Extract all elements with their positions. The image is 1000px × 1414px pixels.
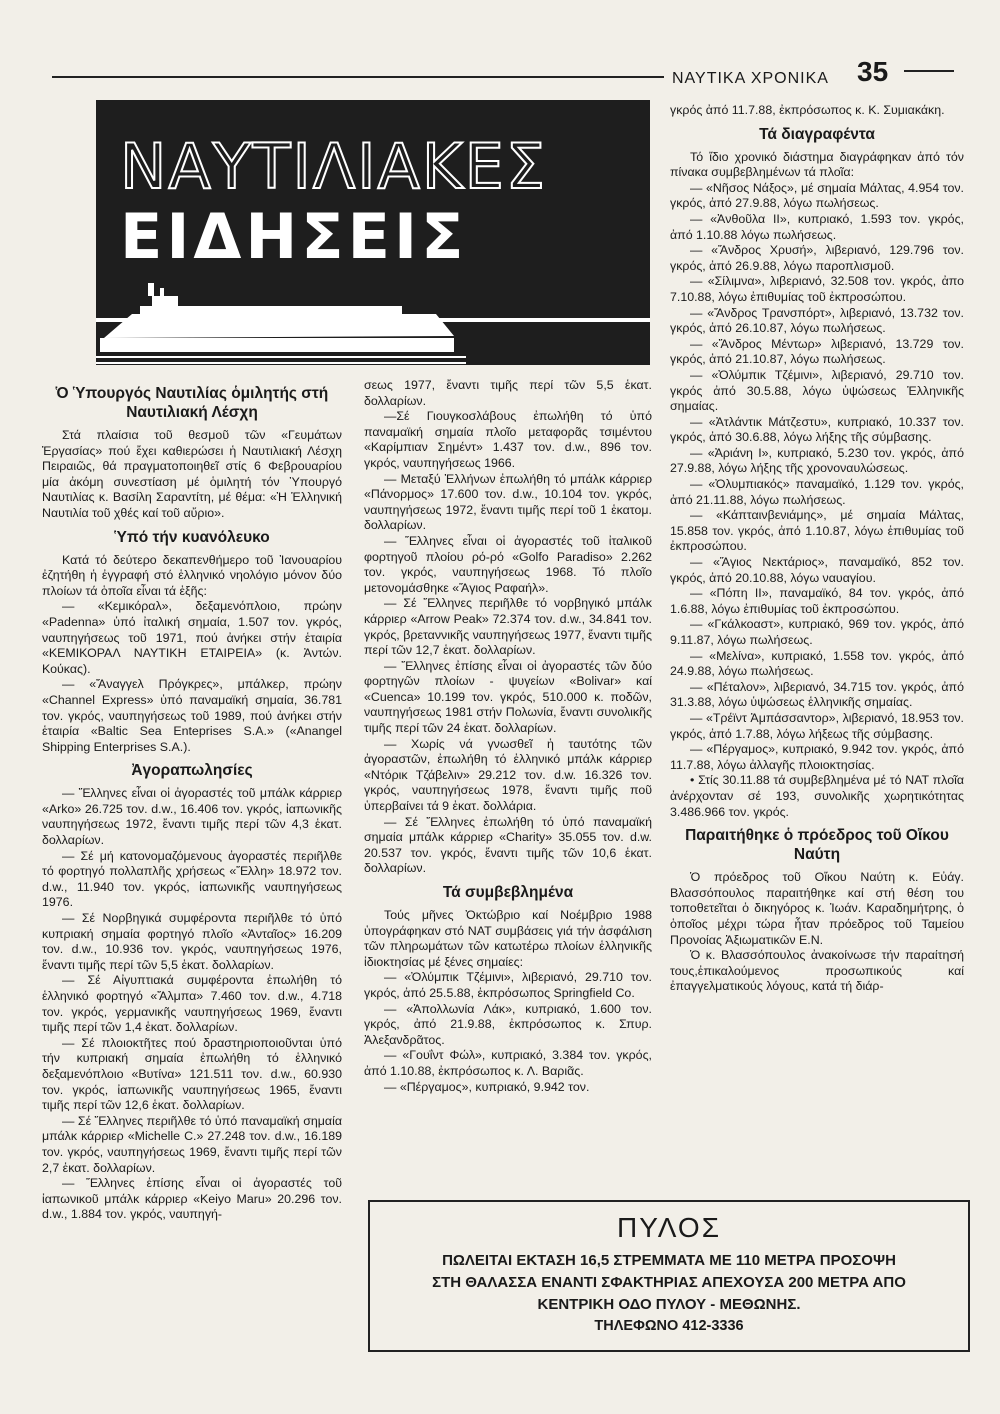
article-paragraph: —Σέ Γιουγκοσλάβους ἐπωλήθη τό ὑπό παναμαϊκή σημαία πλοῖο μεταφορᾶς τσιμέντου «Καρίμπιαν Σημέντ» 1.437 τον. d.w., 896 τον. γκρός, ναυπηγήσεως 1966. bbox=[364, 409, 652, 470]
article-paragraph: Στά πλαίσια τοῦ θεσμοῦ τῶν «Γευμάτων Ἐργασίας» πού ἔχει καθιερώσει ἡ Ναυτιλιακή Λέσχη Πειραιῶς, θά πραγματοποιηθεῖ στίς 6 Φεβρουαρίου μία ἀκόμη συνεστίαση μέ ὁμιλητή τόν Ὑπουργό Ναυτιλίας κ. Βασίλη Σαραντίτη, μέ θέμα: «Ἡ Ἑλληνική Ναυτιλία τοῦ χθές καί τοῦ αὔριο». bbox=[42, 428, 342, 520]
article-heading: Ὁ Ὑπουργός Ναυτιλίας ὁμιλητής στή Ναυτιλιακή Λέσχη bbox=[55, 385, 329, 421]
column-1 bbox=[42, 378, 342, 1223]
article-paragraph: — Μεταξύ Ἑλλήνων ἐπωλήθη τό μπάλκ κάρριερ «Πάνορμος» 17.600 τον. d.w., 10.104 τον. γκρός, ναυπηγήσεως 1972, ἔναντι τιμῆς περί τοῦ 1 ἑκατομ. δολλαρίων. bbox=[364, 471, 652, 533]
article-heading: Παραιτήθηκε ὁ πρόεδρος τοῦ Οἴκου Ναύτη bbox=[685, 827, 949, 864]
classified-ad-box bbox=[368, 1200, 970, 1352]
article-paragraph: σεως 1977, ἔναντι τιμῆς περί τῶν 5,5 ἑκατ. δολλαρίων. bbox=[364, 378, 652, 408]
article-paragraph: — «Ὀλυμπιακός» παναμαϊκό, 1.129 τον. γκρός, ἀπό 21.11.88, λόγω πωλήσεως. bbox=[670, 477, 964, 507]
article-heading: Ὑπό τήν κυανόλευκο bbox=[114, 528, 270, 546]
ad-title: ΠΥΛΟΣ bbox=[616, 1212, 722, 1243]
article-paragraph: — Σέ Ἕλληνες ἐπωλήθη τό ὑπό παναμαϊκή σημαία μπάλκ κάρριερ «Charity» 35.055 τον. d.w. 20.537 τον. γκρός, ἔναντι τιμῆς τῶν 10,6 ἑκατ. δολλαρίων. bbox=[364, 814, 652, 876]
article-paragraph: — Ἕλληνες ἐπίσης εἶναι οἱ ἀγοραστές τοῦ ἰαπωνικοῦ μπάλκ κάρριερ «Keiyo Maru» 20.296 τον. d.w., 1.884 τον. γκρός, ναυπηγή- bbox=[42, 1176, 342, 1222]
header-rule-right bbox=[904, 70, 954, 72]
article-paragraph: — Χωρίς νά γνωσθεῖ ἡ ταυτότης τῶν ἀγοραστῶν, ἐπωλήθη τό ἑλληνικό μπάλκ κάρριερ «Ντόρικ Τζάβελιν» 29.212 τον. d.w. 16.326 τον. γκρός, ναυπηγήσεως 1978, ἔναντι τιμῆς ποῦ ὑπερβαίνει τά 9 ἑκατ. δολλάρια. bbox=[364, 736, 652, 814]
article-paragraph: — «Ἀτλάντικ Μάτζεστυ», κυπριακό, 10.337 τον. γκρός, ἀπό 30.6.88, λόγω λήξης τῆς σύμβασης. bbox=[670, 414, 964, 445]
masthead-title-line1: ΝΑΥΤΙΛΙΑΚΕΣ bbox=[120, 130, 547, 203]
article-paragraph: — Σέ πλοιοκτῆτες πού δραστηριοποιοῦνται ὑπό τήν κυπριακή σημαία ἐπωλήθη τό ἑλληνικό δεξαμενόπλοιο «Βυτίνα» 121.511 τον. d.w., 60.930 τον. γκρός, ἰαπωνικῆς ναυπηγήσεως 1965, ἔναντι τιμῆς περί τῶν 12,6 ἑκατ. δολλαρίων. bbox=[42, 1035, 342, 1113]
article-paragraph: — «Ἀπολλωνία Λάκ», κυπριακό, 1.600 τον. γκρός, ἀπό 21.9.88, ἐκπρόσωπος κ. Σπυρ. Ἀλεξανδρᾶτος. bbox=[364, 1001, 652, 1047]
article-paragraph: — «Ἀνθοῦλα ΙΙ», κυπριακό, 1.593 τον. γκρός, ἀπό 1.10.88 λόγω πωλήσεως. bbox=[670, 211, 964, 242]
article-paragraph: — «Ἀριάνη Ι», κυπριακό, 5.230 τον. γκρός, ἀπό 27.9.88, λόγω λήξης τῆς χρονοναυλώσεως. bbox=[670, 445, 964, 476]
article-paragraph: Τό ἴδιο χρονικό διάστημα διαγράφηκαν ἀπό τόν πίνακα συμβεβλημένων τά πλοῖα: bbox=[670, 149, 964, 180]
article-paragraph: — «Νῆσος Νάξος», μέ σημαία Μάλτας, 4.954 τον. γκρός, ἀπό 27.9.88, λόγω πωλήσεως. bbox=[670, 180, 964, 211]
article-paragraph: — «Πέργαμος», κυπριακό, 9.942 τον. bbox=[384, 1079, 590, 1094]
article-heading: Τά συμβεβλημένα bbox=[442, 884, 574, 901]
column-3 bbox=[670, 103, 964, 995]
article-paragraph: • Στίς 30.11.88 τά συμβεβλημένα μέ τό ΝΑΤ πλοῖα ἀνέρχονταν σέ 193, συνολικῆς χωρητικότητας 3.486.966 τον. γκρός. bbox=[670, 773, 964, 819]
article-paragraph: — Ἕλληνες εἶναι οἱ ἀγοραστές τοῦ μπάλκ κάρριερ «Arko» 26.725 τον. d.w., 16.406 τον. γκρός, ἰαπωνικῆς ναυπηγήσεως 1972, ἔναντι τιμῆς περί τῶν 4,3 ἑκατ. δολλαρίων. bbox=[42, 786, 342, 848]
article-paragraph: — «Σίλιμνα», λιβεριανό, 32.508 τον. γκρός, ἀπο 7.10.88, λόγω ἐπιθυμίας τοῦ ἐκπροσώπου. bbox=[670, 274, 964, 304]
column-2 bbox=[364, 378, 652, 1095]
masthead-title-line2: ΕΙΔΗΣΕΙΣ bbox=[120, 200, 468, 273]
article-paragraph: Τούς μῆνες Ὀκτώβριο καί Νοέμβριο 1988 ὑπογράφηκαν στό ΝΑΤ συμβάσεις γιά τήν ἀσφάλιση τῶν πληρωμάτων τῶν κατωτέρω πλοίων ἑλληνικῆς ἰδιοκτησίας μέ ξένες σημαίες: bbox=[364, 908, 652, 969]
ship-illustration bbox=[96, 100, 650, 365]
article-paragraph: γκρός ἀπό 11.7.88, ἐκπρόσωπος κ. Κ. Συμιακάκη. bbox=[670, 103, 945, 117]
article-paragraph: — «Ἅγιος Νεκτάριος», παναμαϊκό, 852 τον. γκρός, ἀπό 20.10.88, λόγω ναυαγίου. bbox=[670, 555, 964, 585]
ad-body bbox=[370, 1250, 968, 1316]
article-paragraph: — «Πόπη ΙΙ», παναμαϊκό, 84 τον. γκρός, ἀπό 1.6.88, λόγω ἐπιθυμίας τοῦ ἐκπροσώπου. bbox=[670, 586, 964, 616]
section-masthead bbox=[96, 100, 650, 365]
article-paragraph: — Σέ Ἕλληνες περιῆλθε τό νορβηγικό μπάλκ κάρριερ «Arrow Peak» 72.374 τον. d.w., 34.841 τον. γκρός, βρεταννικῆς ναυπηγήσεως 1977, ἔναντι τιμῆς περί τῶν 12,7 ἑκατ. δολλαρίων. bbox=[364, 596, 652, 658]
article-paragraph: Ὁ πρόεδρος τοῦ Οἴκου Ναύτη κ. Εὐάγ. Βλασσόπουλος παραιτήθηκε καί στή θέση του τοποθετεῖται ὁ δικηγόρος κ. Ἰωάν. Καραδημήτρης, ὁ ὁποῖος μέχρι τώρα ἦταν πρόεδρος τοῦ Ταμείου Προνοίας Ἀξιωματικῶν Ε.Ν. bbox=[670, 870, 964, 947]
article-paragraph: — Σέ Αἰγυπτιακά συμφέροντα ἐπωλήθη τό ἑλληνικό φορτηγό «Ἄλμπα» 7.460 τον. d.w., 4.718 τον. γκρός, γερμανικῆς ναυπηγήσεως 1969, ἔναντι τιμῆς περί τῶν 1,4 ἑκατ. δολλαρίων. bbox=[42, 973, 342, 1035]
article-paragraph: — «Μελίνα», κυπριακό, 1.558 τον. γκρός, ἀπό 24.9.88, λόγω πωλήσεως. bbox=[670, 648, 964, 679]
ad-line: ΣΤΗ ΘΑΛΑΣΣΑ ΕΝΑΝΤΙ ΣΦΑΚΤΗΡΙΑΣ ΑΠΕΧΟΥΣΑ 200 ΜΕΤΡΑ ΑΠΟ bbox=[432, 1274, 906, 1291]
article-paragraph: — «Γουΐντ Φώλ», κυπριακό, 3.384 τον. γκρός, ἀπό 1.10.88, ἐκπρόσωπος κ. Λ. Βαριᾶς. bbox=[364, 1048, 652, 1078]
article-paragraph: — Σέ Νορβηγικά συμφέροντα περιῆλθε τό ὑπό κυπριακή σημαία φορτηγό πλοῖο «Ἀνταῖος» 16.209 τον. d.w., 10.936 τον. γκρός, ναυπηγήσεως 1976, ἔναντι τιμῆς περί τῶν 5,5 ἑκατ. δολλαρίων. bbox=[42, 911, 342, 972]
article-paragraph: — «Ἄνδρος Χρυσή», λιβεριανό, 129.796 τον. γκρός, ἀπό 26.9.88, λόγω παροπλισμοῦ. bbox=[670, 243, 964, 273]
article-paragraph: — Ἕλληνες ἐπίσης εἶναι οἱ ἀγοραστές τῶν δύο φορτηγῶν πλοίων - ψυγείων «Bolivar» καί «Cuenca» 10.199 τον. γκρός, 510.000 κ. ποδῶν, ναυπηγήσεως 1981 στήν Πολωνία, ἔναντι συνολικῆς τιμῆς περί τῶν 24 ἑκατ. δολλαρίων. bbox=[364, 658, 652, 736]
article-paragraph: — «Ὀλύμπικ Τζέμινι», λιβεριανό, 29.710 τον. γκρός ἀπό 30.5.88, λόγω ὑψώσεως Ἑλληνικῆς σημαίας. bbox=[670, 367, 964, 414]
article-paragraph: — «Ἄνδρος Τρανσπόρτ», λιβεριανό, 13.732 τον. γκρός, ἀπό 26.10.87, λόγω πωλήσεως. bbox=[670, 305, 964, 336]
ad-phone: ΤΗΛΕΦΩΝΟ 412-3336 bbox=[594, 1318, 744, 1334]
article-paragraph: — «Γκάλκοαστ», κυπριακό, 969 τον. γκρός, ἀπό 9.11.87, λόγω πωλήσεως. bbox=[670, 617, 964, 647]
ad-line: ΚΕΝΤΡΙΚΗ ΟΔΟ ΠΥΛΟΥ - ΜΕΘΩΝΗΣ. bbox=[537, 1296, 801, 1313]
article-paragraph: — «Κάπταινβενιάμης», μέ σημαία Μάλτας, 15.858 τον. γκρός, ἀπό 1.10.87, λόγω ἐπιθυμίας τοῦ ἐκπροσώπου. bbox=[670, 508, 964, 554]
article-paragraph: — «Πέργαμος», κυπριακό, 9.942 τον. γκρός, ἀπό 11.7.88, λόγω ἀλλαγῆς πλοιοκτησίας. bbox=[670, 742, 964, 772]
article-paragraph: — «Τρέϊντ Ἀμπάσσαντορ», λιβεριανό, 18.953 τον. γκρός, ἀπό 1.7.88, λόγω λήξεως τῆς σύμβασης. bbox=[670, 710, 964, 741]
article-paragraph: — Σέ Ἕλληνες περιῆλθε τό ὑπό παναμαϊκή σημαία μπάλκ κάρριερ «Michelle C.» 27.248 τον. d.w., 16.189 τον. γκρός, ναυπηγήσεως 1969, ἔναντι τιμῆς περί τῶν 2,7 ἑκατ. δολλαρίων. bbox=[42, 1113, 342, 1175]
header-rule-left bbox=[52, 76, 664, 78]
article-paragraph: Κατά τό δεύτερο δεκαπενθήμερο τοῦ Ἰανουαρίου ἐζητήθη ἡ ἐγγραφή στό ἑλληνικό νηολόγιο μόνον δύο πλοίων τά ὁποῖα εἶναι τά ἑξῆς: bbox=[42, 552, 342, 598]
ad-line: ΠΩΛΕΙΤΑΙ ΕΚΤΑΣΗ 16,5 ΣΤΡΕΜΜΑΤΑ ΜΕ 110 ΜΕΤΡΑ ΠΡΟΣΟΨΗ bbox=[442, 1252, 896, 1269]
magazine-name: ΝΑΥΤΙΚΑ ΧΡΟΝΙΚΑ bbox=[672, 70, 829, 87]
article-paragraph: — «Πέταλον», λιβεριανό, 34.715 τον. γκρός, ἀπό 31.3.88, λόγω ὑψώσεως ἑλληνικῆς σημαίας. bbox=[670, 679, 964, 710]
article-paragraph: Ὁ κ. Βλασσόπουλος ἀνακοίνωσε τήν παραίτησή τους,ἐπικαλούμενος προσωπικούς καί ἐπαγγελματικούς λόγους, κατά τή διάρ- bbox=[670, 948, 964, 994]
article-paragraph: — «Ὀλύμπικ Τζέμινι», λιβεριανό, 29.710 τον. γκρός, ἀπό 25.5.88, ἐκπρόσωπος Springfield Co. bbox=[364, 970, 652, 1000]
article-paragraph: — Σέ μή κατονομαζόμενους ἀγοραστές περιῆλθε τό φορτηγό πολλαπλῆς χρήσεως «Ἕλλη» 18.972 τον. d.w., 11.940 τον. γκρός, ἰαπωνικῆς ναυπηγήσεως 1976. bbox=[42, 848, 342, 910]
article-heading: Ἀγοραπωλησίες bbox=[131, 762, 253, 780]
article-paragraph: — «Ἄνδρος Μέντωρ» λιβεριανό, 13.729 τον. γκρός, ἀπό 21.10.87, λόγω πωλήσεως. bbox=[670, 336, 964, 367]
article-paragraph: — «Κεμικόραλ», δεξαμενόπλοιο, πρώην «Padenna» ὑπό ἰταλική σημαία, 1.507 τον. γκρός, ναυπηγήσεως τοῦ 1971, πού ἀνήκει στήν ἑταιρία «ΚΕΜΙΚΟΡΑΛ ΝΑΥΤΙΚΗ ΕΤΑΙΡΕΙΑ» (κ. Ἀντών. Κούκας). bbox=[42, 599, 342, 676]
article-paragraph: — «Ἄναγγελ Πρόγκρες», μπάλκερ, πρώην «Channel Express» ὑπό παναμαϊκή σημαία, 36.781 τον. γκρός, ναυπηγήσεως τοῦ 1989, πού ἀνήκει στήν ἑταιρία «Baltic Sea Enteprises S.A.» («Anangel Shipping Enterprises S.A.). bbox=[42, 677, 342, 754]
article-paragraph: — Ἕλληνες εἶναι οἱ ἀγοραστές τοῦ ἰταλικοῦ φορτηγοῦ πλοίου ρό-ρό «Golfo Paradiso» 2.262 τον. γκρός, ναυπηγήσεως 1968. Τό πλοῖο μετονομάσθηκε «Ἅγιος Ραφαήλ». bbox=[364, 533, 652, 595]
page-number: 35 bbox=[857, 56, 889, 87]
article-heading: Τά διαγραφέντα bbox=[759, 125, 875, 143]
